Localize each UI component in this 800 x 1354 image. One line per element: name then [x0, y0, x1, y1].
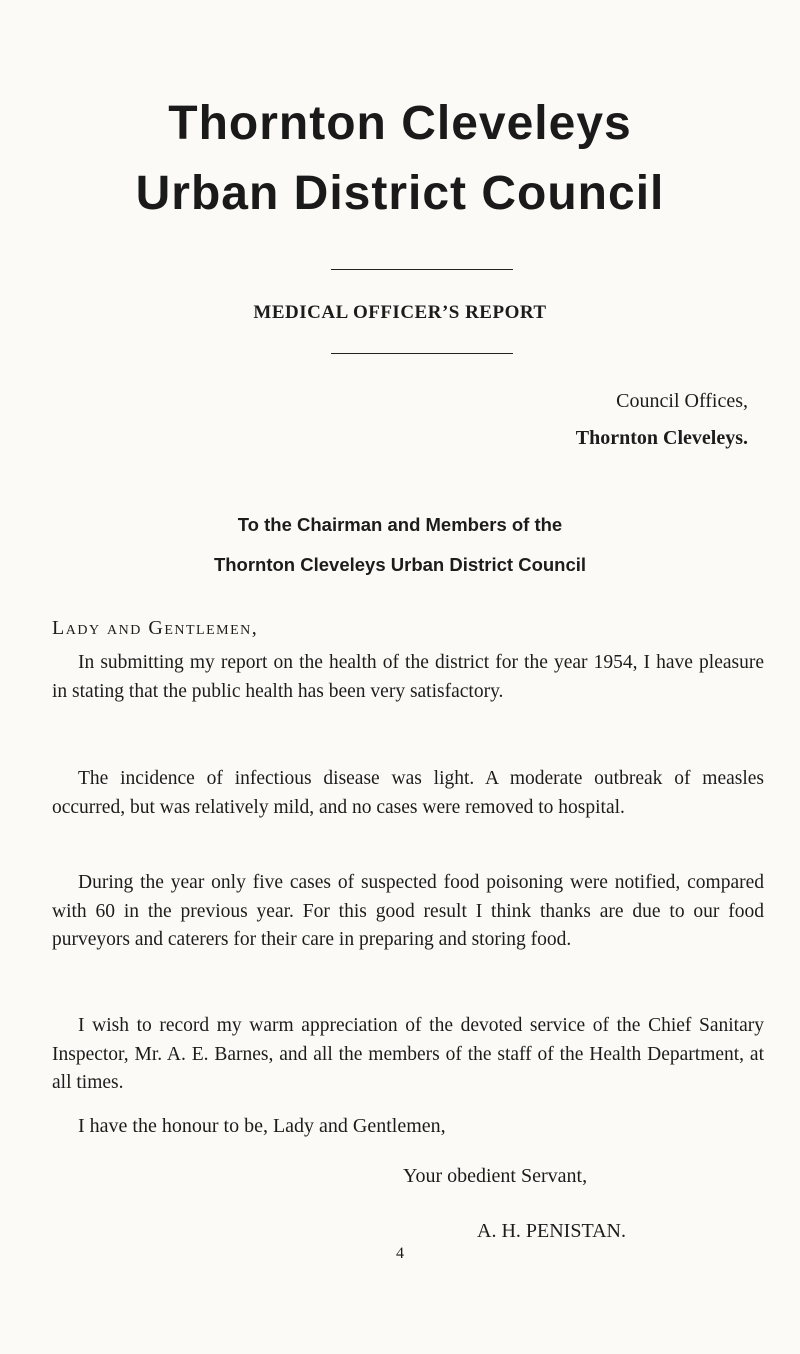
page-number: 4	[396, 1245, 404, 1262]
salutation: Lady and Gentlemen,	[52, 617, 259, 639]
body-paragraph: During the year only five cases of suspected food poisoning were notified, compared with 60 in the previous year. For this good result I think thanks are due to our food purveyors and caterers for their care in preparing and storing food.	[52, 872, 764, 950]
signature: A. H. PENISTAN.	[477, 1220, 626, 1242]
address-line-2: Thornton Cleveleys.	[575, 427, 748, 449]
closing-line-2: Your obedient Servant,	[403, 1165, 588, 1187]
report-heading: MEDICAL OFFICER’S REPORT	[253, 302, 547, 323]
body-paragraph: The incidence of infectious disease was light. A moderate outbreak of measles occurred, but was relatively mild, and no cases were removed to hospital.	[52, 768, 764, 818]
divider-top	[331, 269, 513, 270]
addressee-line-1: To the Chairman and Members of the	[237, 514, 563, 535]
body-paragraph: I wish to record my warm appreciation of the devoted service of the Chief Sanitary Inspector, Mr. A. E. Barnes, and all the members of the staff of the Health Department, at all times.	[52, 1015, 764, 1093]
body-paragraph: In submitting my report on the health of the district for the year 1954, I have pleasure in stating that the public health has been very satisfactory.	[52, 652, 764, 702]
address-line-1: Council Offices,	[616, 390, 748, 412]
divider-bottom	[331, 353, 513, 354]
title-line-2: Urban District Council	[135, 167, 665, 220]
addressee-line-2: Thornton Cleveleys Urban District Council	[213, 554, 587, 575]
closing-line-1: I have the honour to be, Lady and Gentlemen,	[78, 1115, 446, 1137]
title-line-1: Thornton Cleveleys	[168, 97, 632, 150]
